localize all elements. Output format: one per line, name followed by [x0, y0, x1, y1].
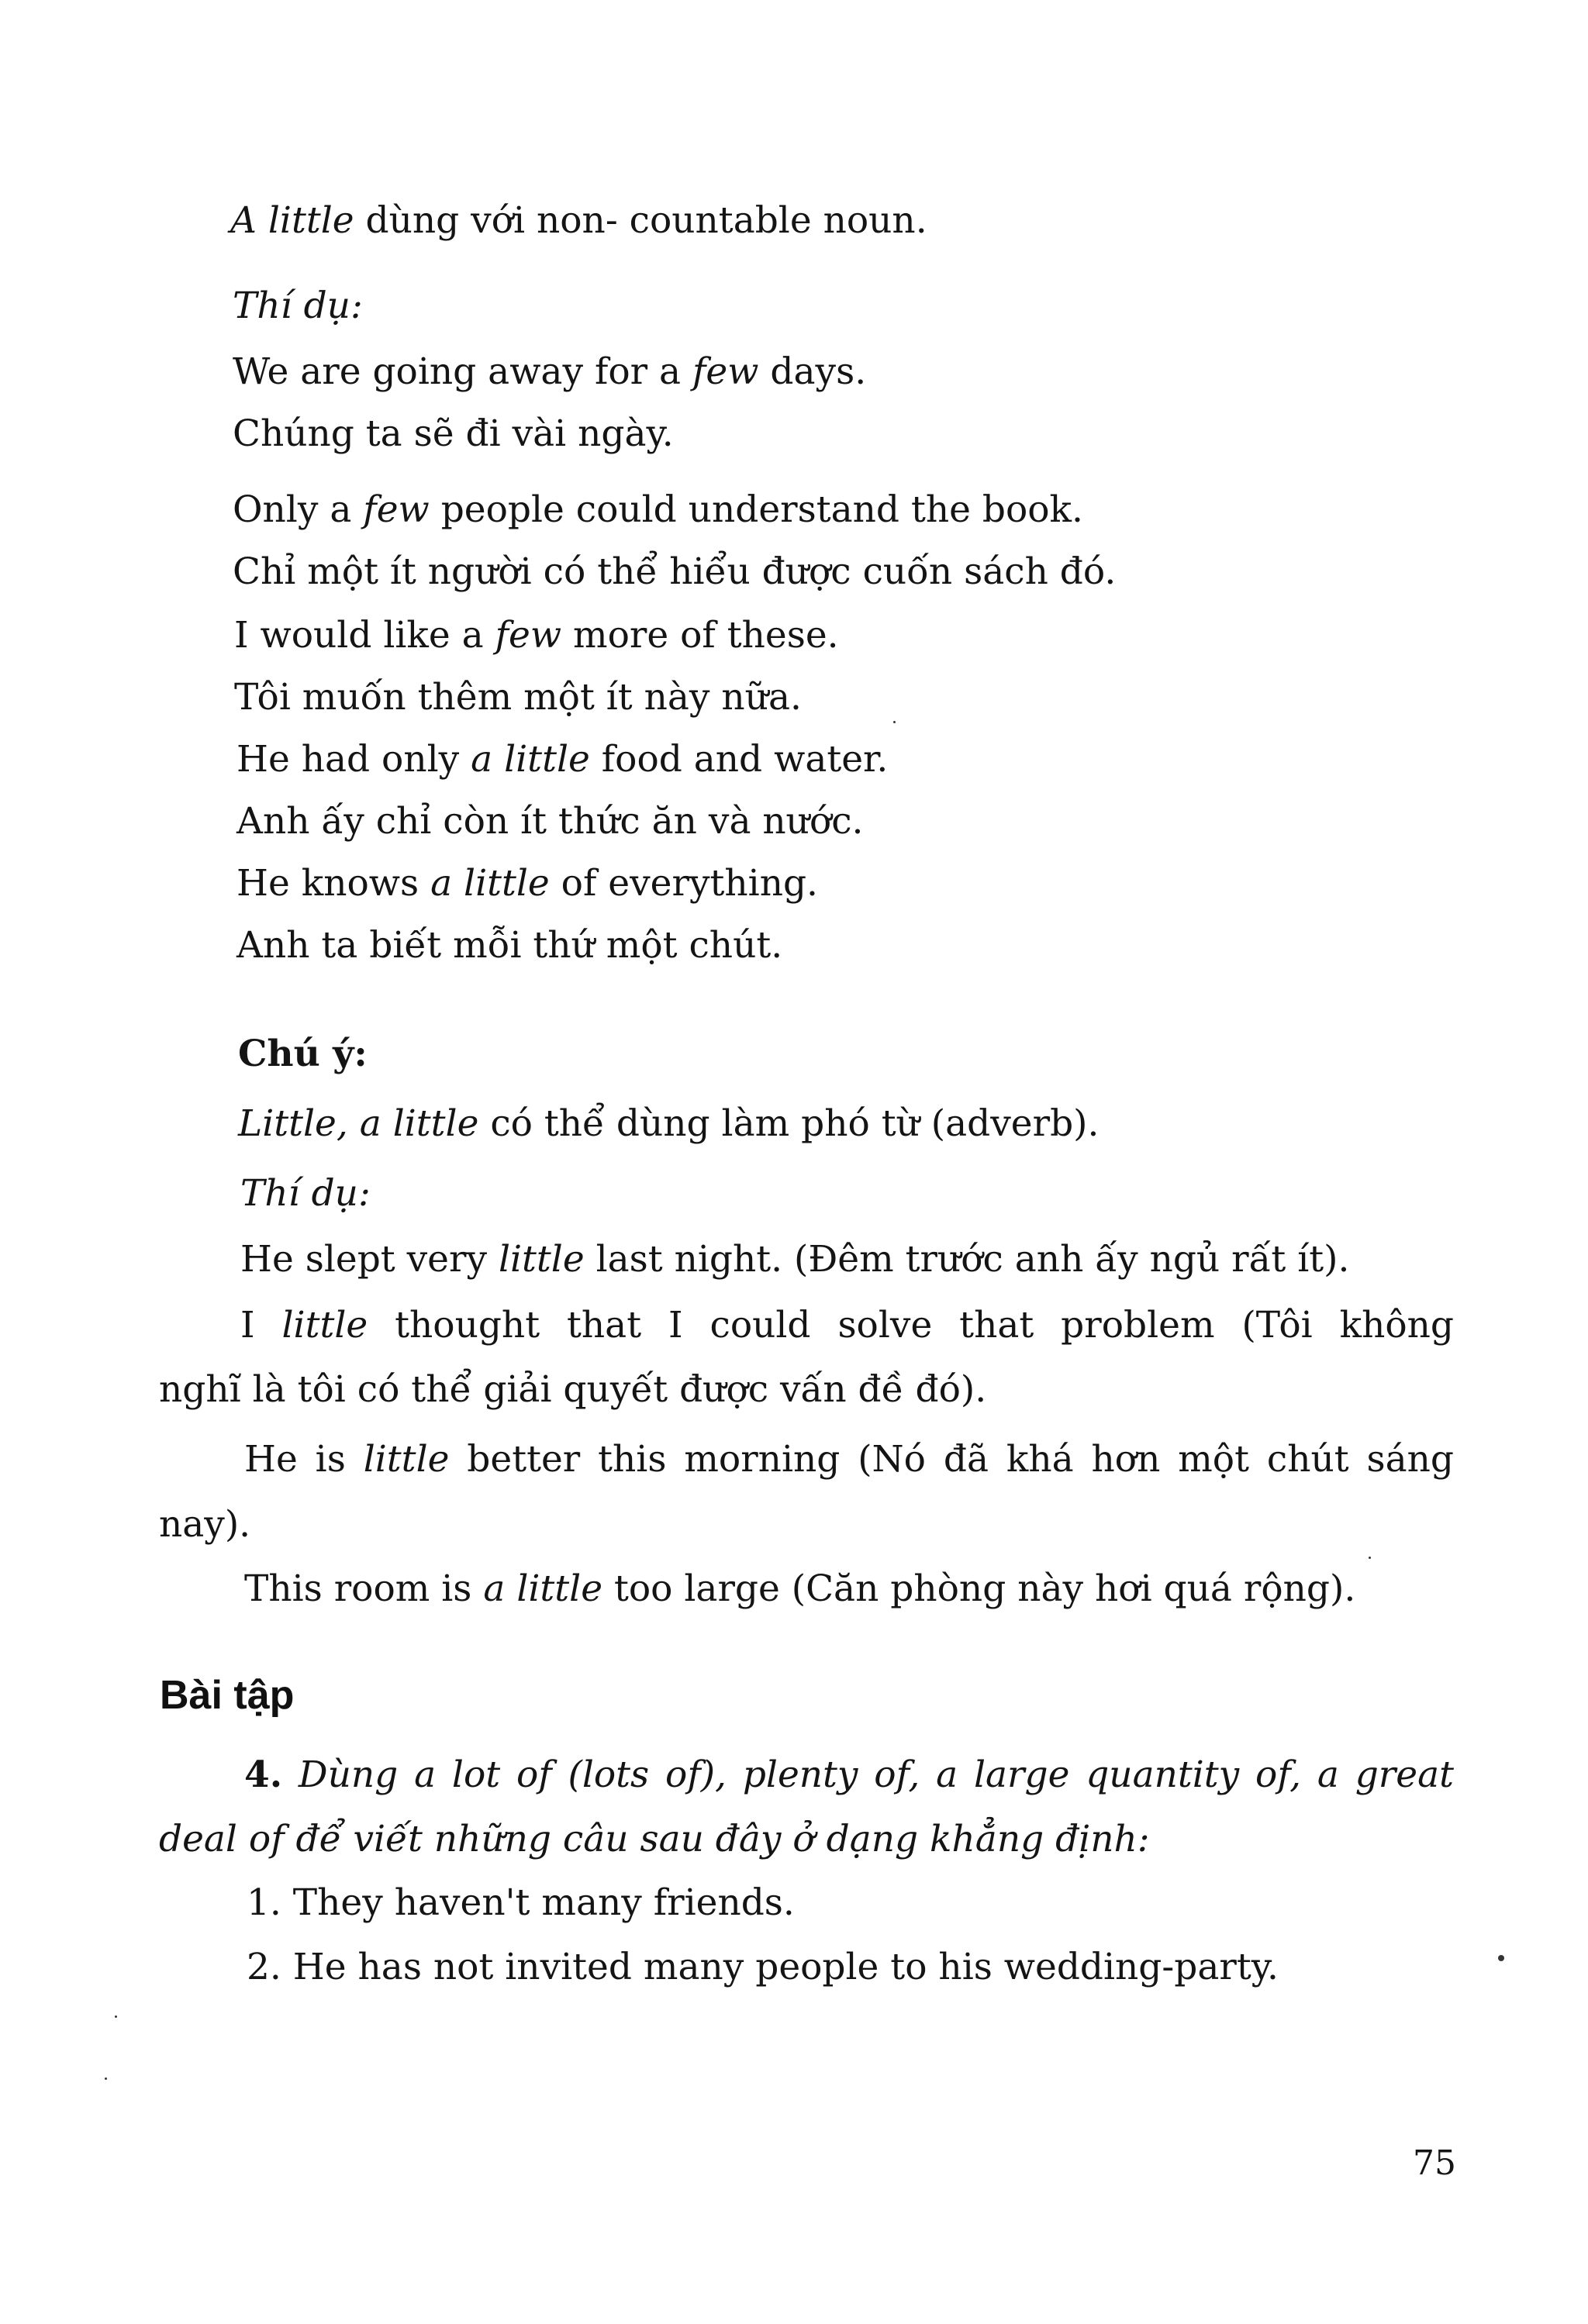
text-span: He had only: [236, 738, 471, 781]
exercise-instruction: [244, 1752, 1454, 1798]
example-sentence-continued: nghĩ là tôi có thể giải quyết được vấn đề đó).: [159, 1368, 987, 1411]
italic-term: little: [363, 1438, 450, 1481]
example-sentence: [233, 487, 1083, 533]
text-span: dùng với non- countable noun.: [354, 199, 927, 242]
example-sentence: [244, 1566, 1355, 1612]
scan-speck: [1369, 1557, 1371, 1559]
exercise-instruction-continued: [159, 1816, 1150, 1863]
text-span: Only a: [233, 488, 364, 531]
italic-term: a little: [483, 1567, 603, 1610]
page-number: 75: [1413, 2143, 1456, 2183]
text-span: He knows: [236, 862, 431, 905]
italic-term: Little, a little: [238, 1102, 479, 1145]
text-span: of everything.: [549, 862, 818, 905]
example-sentence: [240, 1302, 1454, 1349]
text-span: too large (Căn phòng này hơi quá rộng).: [602, 1567, 1356, 1610]
italic-label: Thí dụ:: [240, 1172, 371, 1215]
text-span: people could understand the book.: [429, 488, 1083, 531]
translation-line: Tôi muốn thêm một ít này nữa.: [234, 676, 802, 719]
italic-term: little: [281, 1304, 368, 1346]
italic-term: few: [495, 614, 562, 657]
scan-speck: [1498, 1955, 1504, 1961]
text-span: I: [240, 1304, 282, 1346]
text-line: [230, 198, 927, 244]
scan-speck: [105, 2077, 107, 2080]
example-sentence: [244, 1436, 1454, 1483]
example-sentence-continued: nay).: [159, 1503, 251, 1546]
italic-term: a little: [471, 738, 590, 781]
section-heading: Bài tập: [160, 1673, 295, 1718]
italic-term: few: [363, 488, 430, 531]
example-sentence: [236, 736, 888, 783]
text-span: có thể dùng làm phó từ (adverb).: [478, 1102, 1100, 1145]
text-span: more of these.: [561, 614, 839, 657]
note-title: Chú ý:: [238, 1033, 368, 1075]
scan-speck: [893, 721, 896, 723]
text-span: days.: [758, 350, 867, 393]
text-span: We are going away for a: [233, 350, 693, 393]
example-label: [240, 1171, 371, 1217]
italic-label: Thí dụ:: [233, 284, 363, 327]
example-sentence: [240, 1236, 1349, 1283]
text-span: thought that I could solve that problem (Tôi không: [368, 1304, 1454, 1346]
text-span: last night. (Đêm trước anh ấy ngủ rất ít).: [584, 1238, 1350, 1281]
example-sentence: [233, 349, 866, 395]
scan-speck: [115, 2015, 117, 2018]
text-span: better this morning (Nó đã khá hơn một chút sáng: [449, 1438, 1454, 1481]
italic-term: little: [498, 1238, 585, 1281]
italic-instruction: deal of để viết những câu sau đây ở dạng khẳng định:: [159, 1818, 1150, 1860]
example-label: [233, 283, 363, 329]
exercise-item: 1. They haven't many friends.: [247, 1881, 795, 1924]
translation-line: Chỉ một ít người có thể hiểu được cuốn sách đó.: [233, 550, 1117, 593]
note-text: [238, 1101, 1099, 1147]
italic-term: A little: [230, 199, 354, 242]
translation-line: Chúng ta sẽ đi vài ngày.: [233, 412, 674, 455]
example-sentence: [234, 612, 839, 659]
italic-term: a little: [430, 862, 550, 905]
exercise-item: 2. He has not invited many people to his wedding-party.: [247, 1946, 1279, 1988]
translation-line: Anh ấy chỉ còn ít thức ăn và nước.: [236, 800, 864, 843]
italic-instruction: Dùng a lot of (lots of), plenty of, a large quantity of, a great: [282, 1753, 1454, 1796]
text-span: food and water.: [589, 738, 889, 781]
translation-line: Anh ta biết mỗi thứ một chút.: [236, 924, 783, 967]
text-span: I would like a: [234, 614, 495, 657]
text-span: This room is: [244, 1567, 484, 1610]
text-span: He is: [244, 1438, 364, 1481]
text-span: He slept very: [240, 1238, 499, 1281]
example-sentence: [236, 860, 818, 907]
italic-term: few: [692, 350, 759, 393]
exercise-number: 4.: [244, 1753, 283, 1796]
